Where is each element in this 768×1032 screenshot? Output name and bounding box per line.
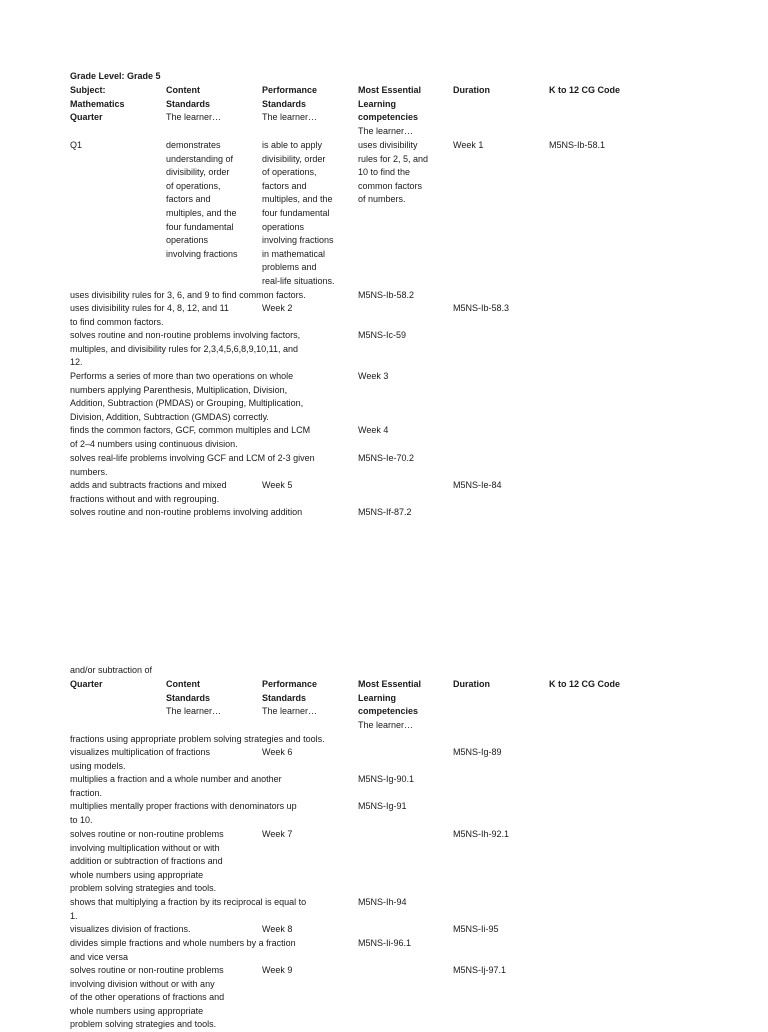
duration-cell: Week 6 [262, 747, 293, 757]
competency-row: Performs a series of more than two operations on whole numbers applying Parenthesis, Multiplication, Division, Addition, Subtraction (PMDAS) or Grouping, Multiplication, Division, Addition, Subtraction (GMDAS) correctly. [70, 371, 304, 422]
competency-row: solves routine or non-routine problems involving division without or with any of the other operations of fractions and whole numbers using appropriate problem solving strategies and tools. [70, 965, 225, 1030]
code-cell: M5NS-If-87.2 [358, 507, 412, 517]
header-cg-code: K to 12 CG Code [549, 679, 621, 689]
code-cell: M5NS-Ic-59 [358, 330, 407, 340]
competency-row: uses divisibility rules for 4, 8, 12, and 11 to find common factors. [70, 303, 229, 327]
header-content-learner: The learner… [166, 706, 222, 716]
header-content-learner: The learner… [166, 112, 222, 122]
header-performance-standards: Performance Standards [262, 85, 318, 109]
competency-row: shows that multiplying a fraction by its reciprocal is equal to 1. [70, 897, 307, 921]
code-cell: M5NS-Ig-91 [358, 801, 407, 811]
code-cell: M5NS-Ih-92.1 [453, 829, 510, 839]
header-performance-standards: Performance Standards [262, 679, 318, 703]
header-performance-learner: The learner… [262, 112, 318, 122]
header-melc: Most Essential Learning competencies [358, 85, 422, 123]
header-content-standards: Content Standards [166, 85, 211, 109]
duration-cell: Week 2 [262, 303, 293, 313]
header-content-standards: Content Standards [166, 679, 211, 703]
duration-cell: Week 3 [358, 371, 389, 381]
header-performance-learner: The learner… [262, 706, 318, 716]
header-quarter: Quarter [70, 679, 103, 689]
quarter-cell: Q1 [70, 140, 83, 150]
competency-row: uses divisibility rules for 3, 6, and 9 to find common factors. [70, 290, 306, 300]
grade-level: Grade Level: Grade 5 [70, 71, 161, 81]
code-cell: M5NS-Ib-58.2 [358, 290, 415, 300]
competency-row: visualizes division of fractions. [70, 924, 191, 934]
duration-cell: Week 9 [262, 965, 293, 975]
header-duration: Duration [453, 679, 490, 689]
code-cell: M5NS-Ig-90.1 [358, 774, 415, 784]
competency-row: solves routine and non-routine problems involving factors, multiples, and divisibility rules for 2,3,4,5,6,8,9,10,11, and 12. [70, 330, 301, 368]
header-duration: Duration [453, 85, 490, 95]
code-cell: M5NS-Ie-84 [453, 480, 502, 490]
code-cell: M5NS-Ii-96.1 [358, 938, 412, 948]
duration-cell: Week 1 [453, 140, 484, 150]
competency-row: finds the common factors, GCF, common multiples and LCM of 2–4 numbers using continuous division. [70, 425, 311, 449]
duration-cell: Week 7 [262, 829, 293, 839]
code-cell: M5NS-Ij-97.1 [453, 965, 507, 975]
competency-row: visualizes multiplication of fractions using models. [70, 747, 211, 771]
code-cell: M5NS-Ih-94 [358, 897, 407, 907]
code-cell: M5NS-Ii-95 [453, 924, 499, 934]
competency-row: divides simple fractions and whole numbers by a fraction and vice versa [70, 938, 296, 962]
code-cell: M5NS-Ig-89 [453, 747, 502, 757]
duration-cell: Week 4 [358, 425, 389, 435]
content-standard-cell: demonstrates understanding of divisibility, order of operations, factors and multiples, and the four fundamental operations involving fractions [166, 140, 238, 259]
header-melc: Most Essential Learning competencies [358, 679, 422, 717]
header-cg-code: K to 12 CG Code [549, 85, 621, 95]
header-subject-quarter: Subject: Mathematics Quarter [70, 85, 125, 123]
competency-row: fractions using appropriate problem solving strategies and tools. [70, 734, 325, 744]
competency-row: solves real-life problems involving GCF and LCM of 2-3 given numbers. [70, 453, 315, 477]
code-cell: M5NS-Ib-58.3 [453, 303, 510, 313]
competency-row: solves routine and non-routine problems involving addition [70, 507, 303, 517]
duration-cell: Week 8 [262, 924, 293, 934]
header-melc-learner: The learner… [358, 720, 414, 730]
competency-row: adds and subtracts fractions and mixed fractions without and with regrouping. [70, 480, 227, 504]
code-cell: M5NS-Ib-58.1 [549, 140, 606, 150]
competency-row: solves routine or non-routine problems involving multiplication without or with addition or subtraction of fractions and whole numbers using appropriate problem solving strategies and tools. [70, 829, 224, 894]
header-melc-learner: The learner… [358, 126, 414, 136]
performance-standard-cell: is able to apply divisibility, order of operations, factors and multiples, and the four fundamental operations involving fractions in mathematical problems and real-life situations. [262, 140, 335, 286]
competency-cell: uses divisibility rules for 2, 5, and 10 to find the common factors of numbers. [358, 140, 429, 205]
continuation-text: and/or subtraction of [70, 665, 153, 675]
competency-row: multiplies a fraction and a whole number and another fraction. [70, 774, 282, 798]
duration-cell: Week 5 [262, 480, 293, 490]
competency-row: multiplies mentally proper fractions with denominators up to 10. [70, 801, 297, 825]
code-cell: M5NS-Ie-70.2 [358, 453, 415, 463]
